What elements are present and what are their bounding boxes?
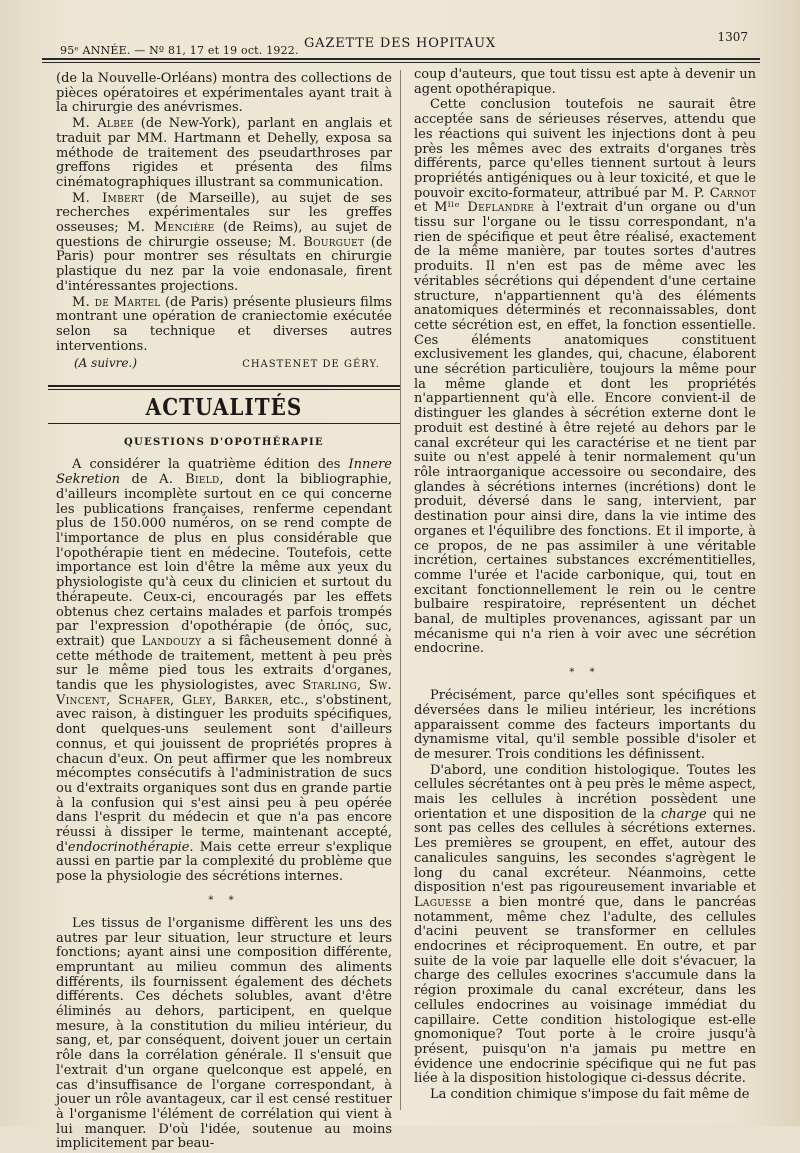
issue-info: 95ᵉ ANNÉE. — Nº 81, 17 et 19 oct. 1922. [60, 44, 299, 57]
paragraph-text: A considérer la quatrième édition des [72, 457, 349, 473]
paragraph [414, 764, 756, 1087]
paragraph-text: (de Marseille), au sujet de ses recherches expérimentales sur les greffes osseuses; [56, 190, 392, 236]
paragraph-text: et [414, 200, 435, 216]
page-header [46, 30, 758, 58]
paragraph-text: à l'extrait d'un organe ou d'un tissu sur l'organe ou le tissu correspondant, n'a rien de spécifique et peut être réalisé, exactement de la même manière, par toutes sortes d'autres produits. Il n'en est pas de même avec les véritables sécrétions qui dépendent d'une certaine structure, n'appartiennent qu'à des éléments anatomiques déterminés et reconnaissables, dont cette sécrétion est, en effet, la fonction essentielle. Ces éléments anatomiques constituent exclusivement les glandes, qui, chacune, élaborent une sécrétion particulière, toujours la même pour la même glande et dont les propriétés n'appartiennent qu'à elle. Encore convient-il de distinguer les glandes à sécrétion externe dont le produit est destiné à être rejeté au dehors par le canal excréteur qui les caractérise et ne tient par suite ou n'est appelé à tenir normalement qu'un rôle intraorganique accessoire ou secondaire, des glandes à sécrétions internes (incrétions) dont le produit, déversé dans le sang, intervient, par destination pour ainsi dire, dans la vie intime des organes et l'équilibre des fonctions. Et il importe, à ce propos, de ne pas assimiler à une véritable incrétion, certaines substances excrémentitielles, comme l'urée et l'acide carbonique, qui, tout en excitant fonctionnellement le rein ou le centre bulbaire respiratoire, représentent un déchet banal, de multiples provenances, agissant par un mécanisme qui n'a rien à voir avec une sécrétion endocrine. [414, 200, 756, 657]
person-name: Mˡˡᵉ Deflandre [434, 200, 535, 216]
header-rule [42, 58, 760, 63]
paragraph-text: a bien montré que, dans le pancréas notamment, même chez l'adulte, des cellules d'acini peuvent se transformer en cellules endocrines et réciproquement. En outre, et par suite de la voie par laquelle elle doit s'évacuer, la charge des cellules exocrines s'accumule dans la région proximale du canal excréteur, dans les cellules endocrines au voisinage immédiat du capillaire. Cette condition histologique est-elle gnomonique? Tout porte à le croire jusqu'à présent, puisqu'on n'a jamais pu mettre en évidence une endocrinie spécifique qui ne fut pas liée à la disposition histologique ci-dessus décrite. [414, 894, 756, 1087]
person-name: Landouzy [141, 633, 202, 649]
person-name: M. Albee [72, 116, 134, 132]
paragraph-text: (de Reims), au sujet de questions de chirurgie osseuse; [56, 220, 392, 250]
asterism: * * [208, 894, 240, 906]
paragraph-text: de [119, 472, 160, 488]
paragraph-text: D'abord, une condition histologique. Toutes les cellules sécrétantes ont à peu près le même aspect, mais les cellules à incrétion possèdent une orientation et une disposition de la [414, 762, 756, 822]
asterism: * * [569, 667, 601, 679]
left-column [56, 72, 392, 1153]
paragraph [56, 192, 392, 295]
term: charge [661, 806, 707, 822]
paragraph-text: . Mais cette erreur s'explique aussi en partie par la complexité du problème que pose la physiologie des sécrétions internes. [56, 839, 392, 885]
paragraph [56, 458, 392, 884]
section-rule [48, 385, 400, 390]
paragraph-text: a si fâcheusement donné à cette méthode de traitement, mettent à peu près sur le même pied tous les extraits d'organes, tandis que les physiologistes, avec [56, 633, 392, 694]
paragraph [56, 117, 392, 191]
section-rule [48, 423, 400, 424]
paragraph: La condition chimique s'impose du fait même de [430, 1087, 750, 1103]
author-signature: CHASTENET DE GÉRY. [242, 359, 380, 371]
person-name: Laguesse [414, 894, 472, 910]
paragraph: Précisément, parce qu'elles sont spécifiques et déversées dans le milieu intérieur, les incrétions apparaissent comme des facteurs importants du dynamisme vital, qu'il semble possible d'isoler et de mesurer. Trois conditions les définissent. [414, 688, 756, 762]
article-title: QUESTIONS D'OPOTHÉRAPIE [124, 436, 324, 448]
paragraph: coup d'auteurs, que tout tissu est apte à devenir un agent opothérapique. [414, 67, 756, 97]
paragraph-text: (de Paris) présente plusieurs films montrant une opération de craniectomie exécutée selon sa technique et diverses autres interventions. [56, 294, 392, 354]
person-name: M. Bourguet [278, 234, 365, 250]
paragraph-text: (de Paris) pour montrer ses résultats en chirurgie plastique du nez par la voie endonasale, firent d'intéressantes projections. [56, 234, 392, 294]
signature-line [56, 356, 392, 373]
to-be-continued: (A suivre.) [74, 356, 137, 371]
paragraph: (de la Nouvelle-Orléans) montra des collections de pièces opératoires et expérimentales ayant trait à la chirurgie des anévrismes. [56, 71, 392, 116]
paragraph [414, 98, 756, 657]
person-name: M. de Martel [72, 294, 161, 310]
person-name: A. Bield [159, 472, 220, 488]
section-title: ACTUALITÉS [145, 393, 303, 421]
paragraph-text: , etc., s'obstinent, avec raison, à distinguer les produits spécifiques, dont quelques-uns seulement sont d'ailleurs connus, et qui jouissent de propriétés propres à chacun d'eux. On peut affirmer que les nombreux mécomptes consécutifs à l'administration de sucs ou d'extraits organiques sont dus en grande partie à la confusion qui s'est ainsi peu à peu opérée dans l'esprit du médecin et que n'a pas encore réussi à dissiper le terme, maintenant accepté, d' [56, 692, 392, 855]
paragraph-text: (de New-York), parlant en anglais et traduit par MM. Hartmann et Dehelly, exposa sa méthode de traitement des pseudarthroses par greffons rigides et présenta des films cinématographiques illustrant sa communication. [56, 116, 392, 190]
paragraph-text: Cette conclusion toutefois ne saurait être acceptée sans de sérieuses réserves, attendu que les réactions qui suivent les injections dont à peu près les mêmes avec des extraits d'organes très différents, parce qu'elles tiennent surtout à leurs propriétés antigéniques ou à leur toxicité, et que le pouvoir excito-formateur, attribué par [414, 97, 756, 201]
paragraph-text: , dont la bibliographie, d'ailleurs incomplète surtout en ce qui concerne les publications françaises, renferme cependant plus de 150.000 numéros, on se rend compte de l'importance de plus en plus considérable que l'opothérapie tient en médecine. Toutefois, cette importance est loin d'être la même aux yeux du physiologiste qu'à ceux du clinicien et surtout du thérapeute. Ceux-ci, encouragés par les effets obtenus chez certains malades et parfois trompés par l'expression d'opothérapie (de ὀπός, suc, extrait) que [56, 472, 392, 649]
person-name: M. P. Carnot [670, 185, 756, 201]
term: endocrinothérapie [67, 839, 190, 855]
journal-title: GAZETTE DES HOPITAUX [304, 36, 496, 51]
book-title: Innere Sekretion [56, 457, 392, 488]
paragraph [56, 296, 392, 355]
page-number: 1307 [717, 30, 748, 44]
person-names: Starling, Sw. Vincent, Schafer, Gley, Barker [56, 678, 392, 708]
paragraph: Les tissus de l'organisme diffèrent les uns des autres par leur situation, leur structure et leurs fonctions; ayant ainsi une composition différente, empruntant au milieu commun des aliments différents, ils fournissent également des déchets différents. Ces déchets solubles, avant d'être éliminés au dehors, participent, en quelque mesure, à la constitution du milieu intérieur, du sang, et, par conséquent, doivent jouer un certain rôle dans la corrélation générale. Il s'ensuit que l'extrait d'un organe quelconque est appelé, en cas d'insuffisance de l'organe correspondant, à jouer un rôle avantageux, car il est censé restituer à l'organisme l'élément de corrélation qui vient à lui manquer. D'où l'idée, soutenue au moins implicitement par beau- [56, 915, 392, 1152]
column-divider [400, 70, 401, 1110]
person-name: M. Mencière [127, 220, 215, 236]
person-name: M. Imbert [72, 190, 145, 206]
paragraph-text: qui ne sont pas celles des cellules à sécrétions externes. Les premières se groupent, en effet, autour des canalicules sanguins, les secondes s'agrègent le long du canal excréteur. Néanmoins, cette disposition n'est pas rigoureusement invariable et [414, 806, 756, 896]
right-column [414, 68, 756, 1104]
